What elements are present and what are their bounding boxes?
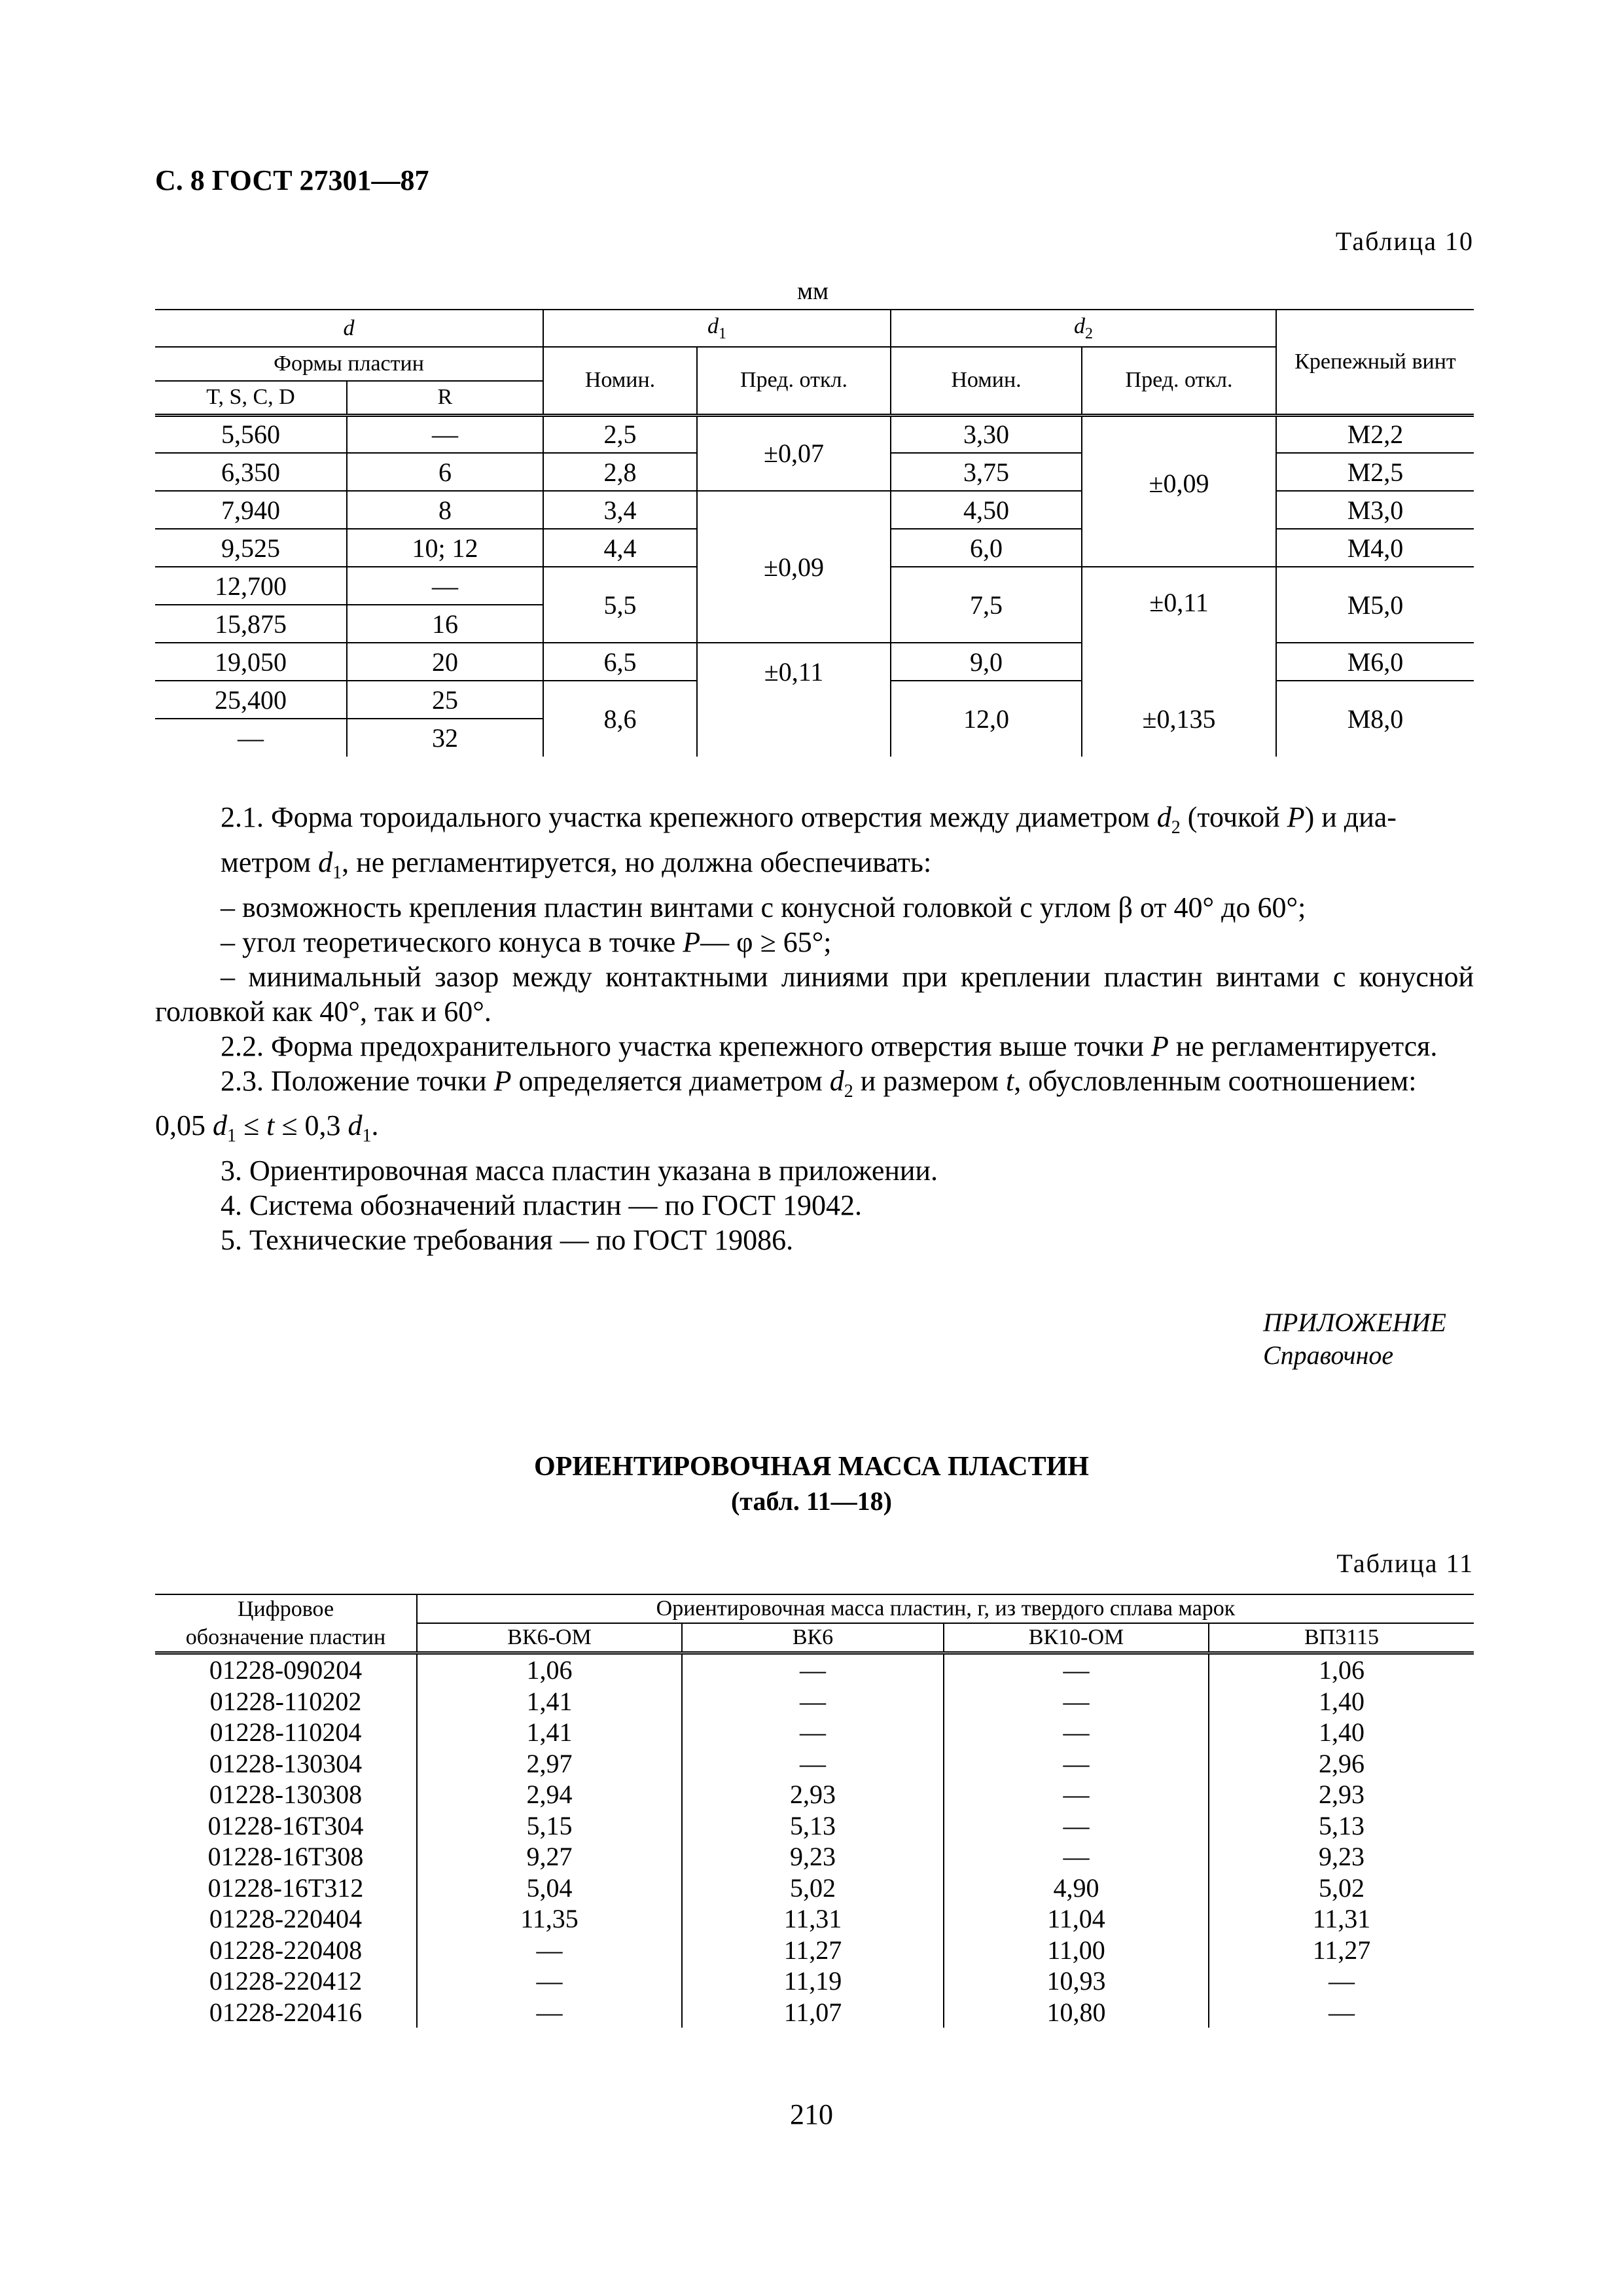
table-row xyxy=(155,1903,1474,1935)
table-row xyxy=(155,1717,1474,1748)
table-cell: — xyxy=(944,1841,1209,1873)
table-cell: 01228-16T304 xyxy=(207,1810,364,1840)
table-cell: 11,27 xyxy=(682,1935,944,1966)
table-row xyxy=(155,1686,1474,1717)
table-cell: 1,06 xyxy=(1209,1653,1474,1686)
table-cell: — xyxy=(682,1748,944,1780)
d1-nomin-header: Номин. xyxy=(543,347,697,415)
table-cell: 2,93 xyxy=(1209,1779,1474,1810)
paragraph-5: 5. Технические требования — по ГОСТ 19086. xyxy=(221,1224,794,1257)
table-cell: 15,875 xyxy=(155,605,347,643)
list-item: – угол теоретического конуса в точке P— φ ≥ 65°; xyxy=(221,925,832,958)
body-text xyxy=(155,800,1474,1257)
d2-nomin-header: Номин. xyxy=(891,347,1082,415)
table-cell: 5,02 xyxy=(682,1873,944,1904)
table-cell: 11,19 xyxy=(682,1965,944,1997)
table-cell: 9,23 xyxy=(682,1841,944,1873)
table-cell: 5,13 xyxy=(1209,1810,1474,1842)
table-cell: 7,5 xyxy=(891,567,1082,643)
table-cell: 4,50 xyxy=(891,491,1082,529)
table-cell: 9,27 xyxy=(417,1841,682,1873)
table-cell: — xyxy=(682,1653,944,1686)
table-cell: 01228-220408 xyxy=(209,1935,363,1965)
table-cell: — xyxy=(944,1779,1209,1810)
table-cell: 01228-16T308 xyxy=(207,1842,364,1871)
table-cell: 6,5 xyxy=(543,643,697,681)
d1-tol-header: Пред. откл. xyxy=(697,347,891,415)
table-cell: 01228-110204 xyxy=(209,1717,362,1747)
table-cell: 2,94 xyxy=(417,1779,682,1810)
table-cell: — xyxy=(417,1935,682,1966)
table-cell: 1,41 xyxy=(417,1717,682,1748)
table-cell: 11,35 xyxy=(417,1903,682,1935)
table-cell: 01228-16T312 xyxy=(207,1873,364,1903)
table-cell: 5,13 xyxy=(682,1810,944,1842)
forms-header: Формы пластин xyxy=(155,347,543,381)
table-cell: M2,2 xyxy=(1276,415,1474,453)
table-cell: — xyxy=(417,1965,682,1997)
table-cell: 8 xyxy=(347,491,543,529)
table-cell: 12,700 xyxy=(155,567,347,605)
table-cell: — xyxy=(347,415,543,453)
table-cell: 01228-130308 xyxy=(209,1780,363,1809)
col-vk6om-header: ВК6-ОМ xyxy=(417,1623,682,1653)
table-row xyxy=(155,1935,1474,1966)
table-cell: ±0,135 xyxy=(1082,681,1276,757)
table11-body xyxy=(155,1653,1474,2028)
table-cell: 3,75 xyxy=(891,453,1082,491)
table-cell: 6 xyxy=(347,453,543,491)
table-cell: ±0,07 xyxy=(697,415,891,491)
table-cell: — xyxy=(944,1810,1209,1842)
appendix-label: ПРИЛОЖЕНИЕ xyxy=(1263,1308,1446,1337)
col-d1-header: $d_1$ xyxy=(543,310,891,347)
table-cell: — xyxy=(944,1686,1209,1717)
table-cell: 9,0 xyxy=(891,643,1082,681)
table-cell: 32 xyxy=(347,719,543,757)
table11-caption: Таблица 11 xyxy=(1336,1549,1474,1578)
table-cell: 01228-220404 xyxy=(209,1904,363,1933)
appendix-title: ОРИЕНТИРОВОЧНАЯ МАССА ПЛАСТИН xyxy=(534,1452,1089,1482)
table-cell: 6,0 xyxy=(891,529,1082,567)
table-cell: ±0,09 xyxy=(697,491,891,643)
table-cell: — xyxy=(1209,1997,1474,2028)
table-cell: ±0,09 xyxy=(1082,415,1276,567)
table-cell: 01228-130304 xyxy=(209,1748,363,1778)
table-cell: — xyxy=(155,719,347,757)
table-cell: 2,93 xyxy=(682,1779,944,1810)
table-cell: 1,40 xyxy=(1209,1717,1474,1748)
table-10 xyxy=(155,309,1474,757)
table-cell: ±0,11 xyxy=(1082,567,1276,681)
table-11 xyxy=(155,1594,1474,2028)
table-row xyxy=(155,1779,1474,1810)
table-row xyxy=(155,1997,1474,2028)
col-d2-header: $d_2$ xyxy=(891,310,1276,347)
table-cell: — xyxy=(944,1653,1209,1686)
table-cell: 10,80 xyxy=(944,1997,1209,2028)
table10-unit: мм xyxy=(797,278,829,305)
table-row xyxy=(155,1748,1474,1780)
table-cell: 3,30 xyxy=(891,415,1082,453)
table-row xyxy=(155,1841,1474,1873)
table-cell: — xyxy=(944,1748,1209,1780)
table-cell: 20 xyxy=(347,643,543,681)
table-cell: 11,07 xyxy=(682,1997,944,2028)
table-cell: 5,04 xyxy=(417,1873,682,1904)
form-r-header: R xyxy=(347,381,543,415)
appendix-subtitle: (табл. 11—18) xyxy=(730,1486,892,1516)
table-cell: 12,0 xyxy=(891,681,1082,757)
form-tscd-header: T, S, C, D xyxy=(155,381,347,415)
table-cell: 11,27 xyxy=(1209,1935,1474,1966)
col-vk10om-header: ВК10-ОМ xyxy=(944,1623,1209,1653)
table-cell: 01228-090204 xyxy=(209,1655,363,1685)
page-header: С. 8 ГОСТ 27301—87 xyxy=(155,164,429,196)
table-row xyxy=(155,1965,1474,1997)
table-cell: — xyxy=(1209,1965,1474,1997)
table10-caption: Таблица 10 xyxy=(1335,226,1474,256)
table-cell: — xyxy=(417,1997,682,2028)
col-d-header: d xyxy=(155,310,543,347)
table-cell: 10; 12 xyxy=(347,529,543,567)
paragraph-2-3: 2.3. Положение точки P определяется диаметром $d_2$ и размером t, обусловленным соотношением: 0,05 $d_1 \le t \le 0,3$ $d_1$. xyxy=(155,1064,1417,1147)
table-row xyxy=(155,1653,1474,1686)
table-cell: 25,400 xyxy=(155,681,347,719)
table-cell: 1,40 xyxy=(1209,1686,1474,1717)
table-cell: 9,525 xyxy=(155,529,347,567)
table-cell: M2,5 xyxy=(1276,453,1474,491)
paragraph-2-2: 2.2. Форма предохранительного участка крепежного отверстия выше точки P не регламентируется. xyxy=(221,1030,1438,1062)
table-cell: 01228-220412 xyxy=(209,1966,363,1996)
table-cell: 4,90 xyxy=(944,1873,1209,1904)
table-cell: 5,15 xyxy=(417,1810,682,1842)
paragraph-4: 4. Система обозначений пластин — по ГОСТ 19042. xyxy=(221,1189,862,1222)
table-cell: ±0,11 xyxy=(697,643,891,757)
table-cell: 10,93 xyxy=(944,1965,1209,1997)
table-cell: — xyxy=(347,567,543,605)
table-row xyxy=(155,1873,1474,1904)
table-cell: 1,06 xyxy=(417,1653,682,1686)
table-cell: 6,350 xyxy=(155,453,347,491)
alloy-span-header: Ориентировочная масса пластин, г, из твердого сплава марок xyxy=(417,1594,1474,1623)
table-cell: 8,6 xyxy=(543,681,697,757)
table-cell: M8,0 xyxy=(1276,681,1474,757)
table-cell: M5,0 xyxy=(1276,567,1474,643)
table-cell: 2,5 xyxy=(543,415,697,453)
table-cell: — xyxy=(682,1686,944,1717)
paragraph-3: 3. Ориентировочная масса пластин указана в приложении. xyxy=(221,1155,938,1187)
col1-header-line1: Цифровое xyxy=(155,1594,417,1623)
paragraph-2-1: 2.1. Форма тороидального участка крепежного отверстия между диаметром $d_2$ (точкой P) и диа- метром $d_1$, не регламентируется, но должна обеспечивать: xyxy=(221,801,1397,883)
table-cell: 3,4 xyxy=(543,491,697,529)
table-cell: 5,02 xyxy=(1209,1873,1474,1904)
table-cell: 11,04 xyxy=(944,1903,1209,1935)
table-cell: 11,00 xyxy=(944,1935,1209,1966)
d2-tol-header: Пред. откл. xyxy=(1082,347,1276,415)
table-cell: — xyxy=(682,1717,944,1748)
table-cell: 19,050 xyxy=(155,643,347,681)
page-number: 210 xyxy=(790,2098,833,2130)
table-cell: 01228-110202 xyxy=(209,1686,362,1716)
table-cell: 2,97 xyxy=(417,1748,682,1780)
list-item: – минимальный зазор между контактными линиями при креплении пластин винтами с конусной головкой как 40°, так и 60°. xyxy=(155,960,1474,1028)
table-cell: 2,8 xyxy=(543,453,697,491)
table-cell: 5,5 xyxy=(543,567,697,643)
appendix-type: Справочное xyxy=(1263,1340,1394,1370)
table-cell: 5,560 xyxy=(155,415,347,453)
table-cell: M4,0 xyxy=(1276,529,1474,567)
table-cell: 11,31 xyxy=(1209,1903,1474,1935)
table-cell: 11,31 xyxy=(682,1903,944,1935)
col-vp3115-header: ВП3115 xyxy=(1209,1623,1474,1653)
table-cell: 4,4 xyxy=(543,529,697,567)
table-cell: 25 xyxy=(347,681,543,719)
table-cell: M6,0 xyxy=(1276,643,1474,681)
table-cell: — xyxy=(944,1717,1209,1748)
table-cell: 7,940 xyxy=(155,491,347,529)
table-cell: M3,0 xyxy=(1276,491,1474,529)
table-cell: 01228-220416 xyxy=(209,1997,363,2027)
table-cell: 9,23 xyxy=(1209,1841,1474,1873)
table-row xyxy=(155,1810,1474,1842)
list-item: – возможность крепления пластин винтами с конусной головкой с углом β от 40° до 60°; xyxy=(221,891,1306,924)
table-cell: 16 xyxy=(347,605,543,643)
col1-header-line2: обозначение пластин xyxy=(155,1623,417,1653)
table-cell: 1,41 xyxy=(417,1686,682,1717)
col-screw-header: Крепежный винт xyxy=(1276,310,1474,415)
col-vk6-header: ВК6 xyxy=(682,1623,944,1653)
table-cell: 2,96 xyxy=(1209,1748,1474,1780)
